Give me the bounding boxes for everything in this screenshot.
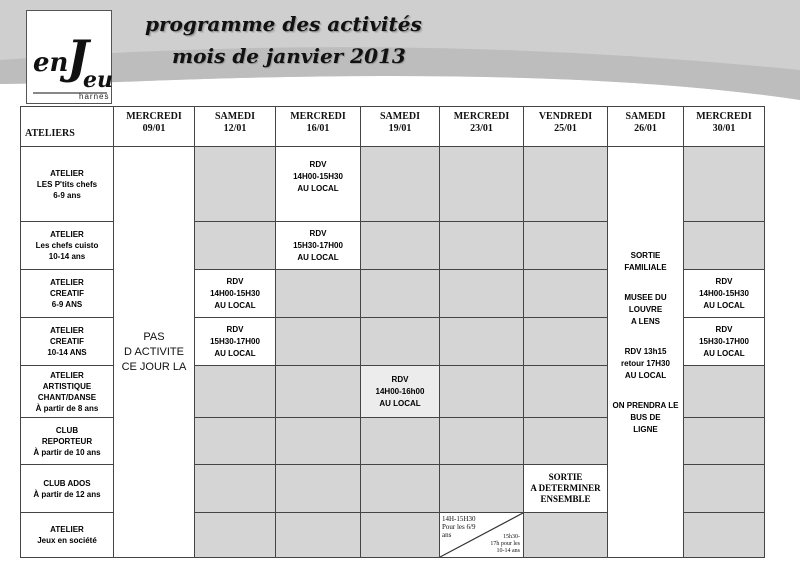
sortie-familiale-cell: SORTIE FAMILIALE MUSEE DU LOUVRE A LENS RDV 13h15 retour 17H30 AU LOCAL ON PRENDRA LE BUS DE LIGNE	[608, 147, 684, 558]
column-header: SAMEDI 19/01	[361, 107, 440, 147]
empty-cell	[276, 465, 361, 513]
empty-cell	[684, 222, 765, 270]
empty-cell	[440, 465, 524, 513]
column-header: MERCREDI 23/01	[440, 107, 524, 147]
split-event-cell	[440, 513, 524, 558]
empty-cell	[524, 318, 608, 366]
event-cell: RDV 14H00-15H30 AU LOCAL	[195, 270, 276, 318]
empty-cell	[524, 270, 608, 318]
svg-text:J: J	[67, 30, 89, 84]
column-header: SAMEDI 26/01	[608, 107, 684, 147]
event-cell: SORTIE A DETERMINER ENSEMBLE	[524, 465, 608, 513]
column-header: MERCREDI 09/01	[114, 107, 195, 147]
split-text-top: 14H-15H30 Pour les 6/9 ans	[442, 515, 476, 539]
row-label: CLUB REPORTEUR À partir de 10 ans	[21, 418, 114, 465]
column-header: SAMEDI 12/01	[195, 107, 276, 147]
svg-text:en: en	[33, 48, 69, 78]
title-line-2: mois de janvier 2013	[172, 44, 406, 68]
row-label: ATELIER CREATIF 10-14 ANS	[21, 318, 114, 366]
empty-cell	[524, 513, 608, 558]
title-line-1: programme des activités	[145, 12, 422, 36]
empty-cell	[440, 318, 524, 366]
empty-cell	[361, 418, 440, 465]
column-header: VENDREDI 25/01	[524, 107, 608, 147]
row-label: ATELIER Jeux en société	[21, 513, 114, 558]
empty-cell	[361, 222, 440, 270]
empty-cell	[440, 222, 524, 270]
empty-cell	[276, 318, 361, 366]
empty-cell	[440, 418, 524, 465]
empty-cell	[524, 147, 608, 222]
column-header: MERCREDI 30/01	[684, 107, 765, 147]
logo	[26, 10, 112, 104]
schedule-table	[20, 106, 765, 558]
event-cell: RDV 14H00-15H30 AU LOCAL	[684, 270, 765, 318]
event-cell: RDV 14H00-16h00 AU LOCAL	[361, 366, 440, 418]
empty-cell	[195, 366, 276, 418]
empty-cell	[524, 418, 608, 465]
empty-cell	[684, 147, 765, 222]
empty-cell	[440, 366, 524, 418]
table-row	[21, 147, 765, 222]
empty-cell	[440, 270, 524, 318]
header-row	[21, 107, 765, 147]
empty-cell	[684, 465, 765, 513]
logo-subtitle: harnes	[79, 92, 110, 101]
empty-cell	[195, 513, 276, 558]
empty-cell	[276, 418, 361, 465]
column-header: MERCREDI 16/01	[276, 107, 361, 147]
empty-cell	[361, 270, 440, 318]
event-cell: RDV 15H30-17H00 AU LOCAL	[684, 318, 765, 366]
empty-cell	[361, 465, 440, 513]
empty-cell	[684, 366, 765, 418]
empty-cell	[684, 418, 765, 465]
pas-activite-cell: PAS D ACTIVITE CE JOUR LA	[114, 147, 195, 558]
empty-cell	[361, 147, 440, 222]
row-label: ATELIER Les chefs cuisto 10-14 ans	[21, 222, 114, 270]
empty-cell	[195, 465, 276, 513]
empty-cell	[276, 366, 361, 418]
empty-cell	[684, 513, 765, 558]
empty-cell	[361, 318, 440, 366]
header-band	[0, 0, 800, 108]
empty-cell	[524, 366, 608, 418]
svg-text:eu: eu	[83, 67, 113, 93]
empty-cell	[276, 513, 361, 558]
empty-cell	[195, 147, 276, 222]
empty-cell	[195, 418, 276, 465]
ateliers-header: ATELIERS	[21, 107, 114, 147]
empty-cell	[276, 270, 361, 318]
row-label: ATELIER LES P'tits chefs 6-9 ans	[21, 147, 114, 222]
event-cell: RDV 15H30-17H00 AU LOCAL	[195, 318, 276, 366]
row-label: CLUB ADOS À partir de 12 ans	[21, 465, 114, 513]
event-cell: RDV 14H00-15H30 AU LOCAL	[276, 147, 361, 222]
empty-cell	[195, 222, 276, 270]
row-label: ATELIER CREATIF 6-9 ANS	[21, 270, 114, 318]
row-label: ATELIER ARTISTIQUE CHANT/DANSE À partir de 8 ans	[21, 366, 114, 418]
empty-cell	[524, 222, 608, 270]
event-cell: RDV 15H30-17H00 AU LOCAL	[276, 222, 361, 270]
logo-mark-icon	[27, 11, 113, 105]
empty-cell	[361, 513, 440, 558]
split-text-bottom: 15h30- 17h pour les 10-14 ans	[490, 534, 520, 554]
empty-cell	[440, 147, 524, 222]
